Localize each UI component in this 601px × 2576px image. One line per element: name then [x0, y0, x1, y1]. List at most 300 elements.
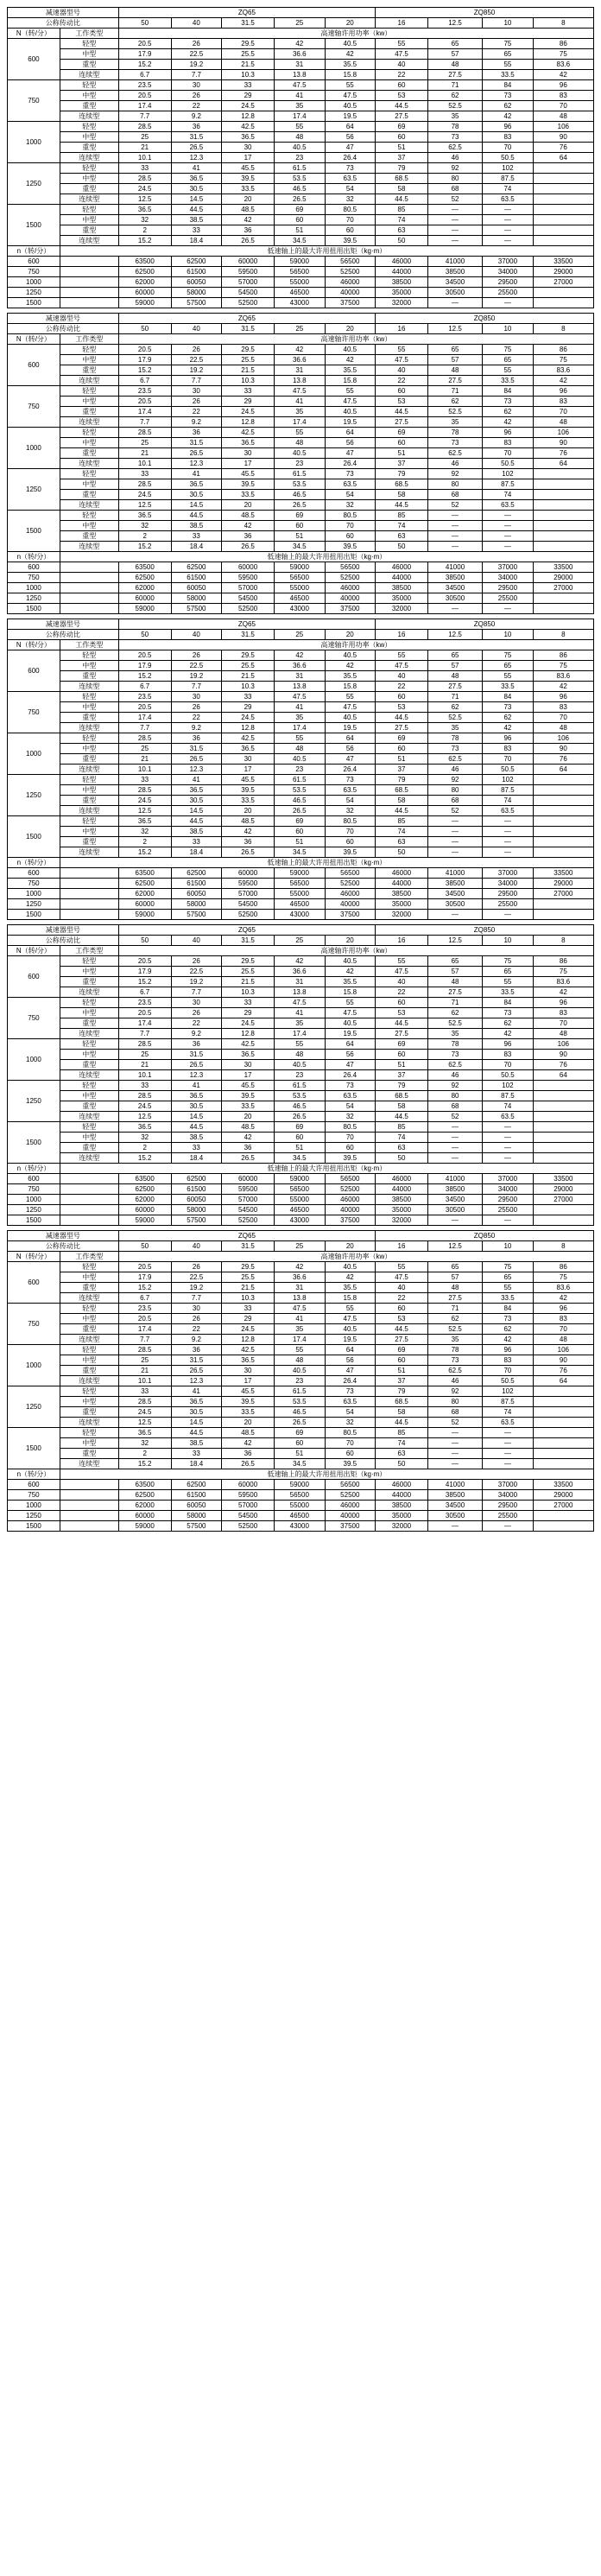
table-row	[8, 604, 594, 614]
power-value: 20.5	[118, 397, 171, 407]
power-value: 45.5	[222, 1081, 275, 1091]
table-row	[8, 70, 594, 80]
torque-value: —	[483, 604, 534, 614]
power-value: 55	[376, 1262, 428, 1272]
power-value: 37	[376, 459, 428, 469]
power-value: —	[483, 225, 534, 236]
torque-spacer-cell	[60, 298, 118, 308]
power-value: 47.5	[275, 692, 326, 702]
power-value: 19.5	[325, 723, 376, 733]
power-value: 29.5	[222, 650, 275, 661]
power-value: 62.5	[427, 1060, 482, 1070]
power-value: 36	[222, 225, 275, 236]
work-type-cell: 重型	[60, 407, 118, 417]
power-value: 15.2	[118, 60, 171, 70]
power-value: —	[483, 205, 534, 215]
power-value: —	[483, 521, 534, 531]
power-value: 30.5	[171, 184, 222, 194]
power-value: 44.5	[376, 713, 428, 723]
power-value: 17.9	[118, 355, 171, 365]
work-type-cell: 重型	[60, 837, 118, 847]
torque-value: 54500	[222, 1205, 275, 1215]
work-type-cell: 轻型	[60, 428, 118, 438]
low-speed-n-header: n（转/分）	[8, 552, 60, 562]
power-value: 12.3	[171, 459, 222, 469]
power-value: 33	[171, 531, 222, 542]
work-type-cell: 重型	[60, 60, 118, 70]
table-row	[8, 1345, 594, 1355]
power-value: 51	[275, 1449, 326, 1459]
power-value: 21	[118, 448, 171, 459]
power-value: 56	[325, 744, 376, 754]
power-value: 47	[325, 754, 376, 765]
power-value: 53.5	[275, 479, 326, 490]
torque-value: 25500	[483, 288, 534, 298]
work-type-cell: 轻型	[60, 956, 118, 967]
torque-value: —	[427, 1215, 482, 1226]
power-value: 24.5	[118, 490, 171, 500]
power-value: 38.5	[171, 521, 222, 531]
work-type-cell: 中型	[60, 355, 118, 365]
power-value: 45.5	[222, 1386, 275, 1397]
table-row	[8, 723, 594, 733]
power-value: 26.5	[222, 1459, 275, 1469]
torque-value: 41000	[427, 1174, 482, 1184]
torque-value: 29000	[533, 1490, 593, 1501]
table-row	[8, 18, 594, 29]
work-type-cell: 重型	[60, 1324, 118, 1335]
power-value: 70	[533, 1018, 593, 1029]
table-row	[8, 744, 594, 754]
torque-value: 63500	[118, 257, 171, 267]
torque-value: 27000	[533, 1195, 593, 1205]
torque-value: 29000	[533, 267, 593, 277]
torque-value: 30500	[427, 288, 482, 298]
table-row	[8, 1386, 594, 1397]
power-value: 36.5	[171, 174, 222, 184]
torque-value: 58000	[171, 1511, 222, 1521]
speed-cell: 1250	[8, 1081, 60, 1122]
ratio-value: 16	[376, 630, 428, 640]
torque-value: 57500	[171, 298, 222, 308]
power-value: 70	[325, 1133, 376, 1143]
model-group-zq65: ZQ65	[118, 925, 375, 936]
ratio-value: 12.5	[427, 18, 482, 29]
torque-value: 46500	[275, 899, 326, 910]
work-type-cell: 重型	[60, 101, 118, 111]
power-value: 33.5	[483, 376, 534, 386]
low-speed-n-header: n（转/分）	[8, 1164, 60, 1174]
power-value: —	[483, 1143, 534, 1153]
power-value: 62	[427, 702, 482, 713]
power-value: 70	[483, 448, 534, 459]
power-value: 26	[171, 39, 222, 49]
power-value: 44.5	[171, 205, 222, 215]
power-value: 12.3	[171, 153, 222, 163]
power-value: 47	[325, 1060, 376, 1070]
table-row	[8, 1459, 594, 1469]
torque-spacer-cell	[60, 1184, 118, 1195]
torque-value: 55000	[275, 277, 326, 288]
torque-value: 60000	[118, 593, 171, 604]
power-value: 60	[376, 80, 428, 91]
power-value: 106	[533, 1039, 593, 1050]
power-value: 60	[376, 692, 428, 702]
ratio-value: 25	[275, 18, 326, 29]
torque-value: 46000	[325, 277, 376, 288]
power-value: 25.5	[222, 49, 275, 60]
power-value: 87.5	[483, 785, 534, 796]
power-value: 73	[427, 1050, 482, 1060]
ratio-label: 公称传动比	[8, 630, 119, 640]
power-value: —	[427, 1459, 482, 1469]
high-speed-power-header: 高速轴许用功率（kw）	[118, 334, 593, 345]
high-speed-power-header: 高速轴许用功率（kw）	[118, 640, 593, 650]
power-value: 47.5	[325, 702, 376, 713]
power-value: 26	[171, 1314, 222, 1324]
power-value: 69	[376, 428, 428, 438]
torque-value: 55000	[275, 889, 326, 899]
power-value: 34.5	[275, 847, 326, 858]
table-row	[8, 215, 594, 225]
power-value: 7.7	[171, 987, 222, 998]
power-value: 92	[427, 469, 482, 479]
work-type-cell: 轻型	[60, 1304, 118, 1314]
power-value: 15.2	[118, 847, 171, 858]
torque-value: 37000	[483, 868, 534, 879]
power-value: 36	[171, 1039, 222, 1050]
power-value: 6.7	[118, 682, 171, 692]
torque-value: 29000	[533, 573, 593, 583]
work-type-cell: 重型	[60, 1018, 118, 1029]
torque-value: 52500	[222, 1521, 275, 1532]
power-value: 13.8	[275, 682, 326, 692]
power-value: 60	[275, 1133, 326, 1143]
power-value: 31.5	[171, 438, 222, 448]
low-speed-n-header: n（转/分）	[8, 246, 60, 257]
power-value: 26	[171, 650, 222, 661]
power-value: 96	[533, 998, 593, 1008]
ratio-value: 50	[118, 18, 171, 29]
power-value: 7.7	[118, 723, 171, 733]
power-value: 38.5	[171, 1438, 222, 1449]
power-value: 42	[325, 967, 376, 977]
power-value: 71	[427, 998, 482, 1008]
torque-speed-cell: 1500	[8, 910, 60, 920]
torque-value: 59000	[275, 562, 326, 573]
power-value: 44.5	[376, 1112, 428, 1122]
power-value: 36.5	[222, 744, 275, 754]
ratio-value: 25	[275, 324, 326, 334]
torque-value: 32000	[376, 910, 428, 920]
table-row	[8, 562, 594, 573]
power-value: 28.5	[118, 122, 171, 132]
power-value: 26.5	[275, 806, 326, 816]
power-value: 40.5	[325, 39, 376, 49]
power-value: 9.2	[171, 111, 222, 122]
table-row	[8, 1397, 594, 1407]
power-value: 42	[222, 827, 275, 837]
power-value: 85	[376, 205, 428, 215]
table-row	[8, 225, 594, 236]
power-value: 40.5	[325, 713, 376, 723]
table-row	[8, 469, 594, 479]
power-value: 50.5	[483, 1376, 534, 1386]
power-value: 35	[275, 713, 326, 723]
ratio-value: 25	[275, 1241, 326, 1252]
power-value: —	[483, 1133, 534, 1143]
power-value: 6.7	[118, 987, 171, 998]
torque-value: 60050	[171, 1501, 222, 1511]
power-value: 70	[483, 143, 534, 153]
power-value: 51	[275, 1143, 326, 1153]
torque-value: 60000	[118, 288, 171, 298]
power-value	[533, 796, 593, 806]
power-value: 68.5	[376, 174, 428, 184]
power-value: 36.5	[171, 479, 222, 490]
power-value: 35.5	[325, 60, 376, 70]
power-value: 68	[427, 1407, 482, 1418]
torque-value: 56500	[275, 573, 326, 583]
power-value: 20.5	[118, 345, 171, 355]
power-value: 12.8	[222, 1029, 275, 1039]
power-value: 75	[533, 661, 593, 671]
power-value: 62	[427, 91, 482, 101]
power-value: 25.5	[222, 355, 275, 365]
power-value: 29.5	[222, 39, 275, 49]
table-row	[8, 879, 594, 889]
work-type-cell: 中型	[60, 132, 118, 143]
power-value	[533, 511, 593, 521]
power-value: 62	[427, 1008, 482, 1018]
power-value: 36.6	[275, 49, 326, 60]
power-value: 75	[483, 650, 534, 661]
speed-header: N（转/分）	[8, 29, 60, 39]
table-row	[8, 246, 594, 257]
power-value: 24.5	[118, 796, 171, 806]
power-value: 75	[533, 1272, 593, 1283]
power-value: 79	[376, 1081, 428, 1091]
power-value: 36.5	[118, 1122, 171, 1133]
power-value: 31	[275, 60, 326, 70]
power-value: 51	[376, 1060, 428, 1070]
power-value: 69	[376, 733, 428, 744]
power-value: 44.5	[376, 194, 428, 205]
power-value: 57	[427, 355, 482, 365]
table-row	[8, 640, 594, 650]
work-type-cell: 连续型	[60, 459, 118, 469]
spec-table-block	[7, 924, 594, 1226]
power-value: 69	[275, 205, 326, 215]
table-row	[8, 459, 594, 469]
power-value: 48	[275, 1050, 326, 1060]
power-value: 83.6	[533, 1283, 593, 1293]
power-value: —	[427, 1428, 482, 1438]
power-value: 84	[483, 998, 534, 1008]
power-value: 9.2	[171, 723, 222, 733]
power-value: 64	[325, 1345, 376, 1355]
torque-value: 55000	[275, 1501, 326, 1511]
power-value: 41	[275, 702, 326, 713]
power-value: —	[427, 236, 482, 246]
power-value	[533, 215, 593, 225]
reducer-spec-table	[7, 1230, 594, 1532]
power-value: 36	[171, 122, 222, 132]
table-row	[8, 500, 594, 511]
work-type-cell: 轻型	[60, 998, 118, 1008]
power-value: 26	[171, 91, 222, 101]
table-row	[8, 925, 594, 936]
power-value: 47.5	[325, 1008, 376, 1018]
power-value: 19.5	[325, 1335, 376, 1345]
torque-spacer-cell	[60, 593, 118, 604]
ratio-value: 40	[171, 324, 222, 334]
work-type-cell: 重型	[60, 796, 118, 806]
power-value: 33	[171, 837, 222, 847]
power-value: 42	[533, 70, 593, 80]
power-value: 51	[275, 225, 326, 236]
power-value: 60	[325, 837, 376, 847]
power-value: 36.5	[171, 1397, 222, 1407]
work-type-cell: 中型	[60, 744, 118, 754]
table-row	[8, 1304, 594, 1314]
work-type-cell: 连续型	[60, 1335, 118, 1345]
speed-cell: 1000	[8, 733, 60, 775]
power-value	[533, 1153, 593, 1164]
power-value: 62.5	[427, 143, 482, 153]
work-type-cell: 中型	[60, 702, 118, 713]
power-value: 53.5	[275, 785, 326, 796]
power-value: 33.5	[483, 1293, 534, 1304]
power-value: 90	[533, 1050, 593, 1060]
work-type-cell: 轻型	[60, 1122, 118, 1133]
torque-value: 59000	[118, 604, 171, 614]
power-value: 13.8	[275, 376, 326, 386]
power-value: 65	[483, 967, 534, 977]
torque-value: 38500	[427, 1184, 482, 1195]
table-row	[8, 184, 594, 194]
table-row	[8, 1521, 594, 1532]
power-value: 86	[533, 956, 593, 967]
power-value: 40.5	[325, 1018, 376, 1029]
power-value: 40.5	[325, 345, 376, 355]
power-value: 23.5	[118, 692, 171, 702]
power-value: 55	[275, 1039, 326, 1050]
power-value: 47.5	[325, 1314, 376, 1324]
work-type-cell: 中型	[60, 785, 118, 796]
power-value: 12.8	[222, 111, 275, 122]
power-value: 73	[427, 1355, 482, 1366]
power-value	[533, 500, 593, 511]
table-row	[8, 132, 594, 143]
torque-value: 59500	[222, 1490, 275, 1501]
power-value: 48	[427, 60, 482, 70]
speed-header: N（转/分）	[8, 1252, 60, 1262]
power-value: 27.5	[376, 1335, 428, 1345]
power-value: 61.5	[275, 469, 326, 479]
power-value: 70	[483, 1366, 534, 1376]
ratio-value: 20	[325, 936, 376, 946]
torque-value: 38500	[376, 583, 428, 593]
work-type-cell: 轻型	[60, 122, 118, 132]
table-row	[8, 583, 594, 593]
torque-value: 57500	[171, 604, 222, 614]
torque-spacer-cell	[60, 1174, 118, 1184]
table-row	[8, 194, 594, 205]
power-value: 30	[222, 754, 275, 765]
power-value: 10.3	[222, 70, 275, 80]
power-value: 96	[533, 386, 593, 397]
power-value: 15.8	[325, 376, 376, 386]
power-value	[533, 1101, 593, 1112]
power-value: 33.5	[222, 184, 275, 194]
power-value: 55	[275, 122, 326, 132]
power-value: 26.5	[275, 194, 326, 205]
power-value: 22	[171, 101, 222, 111]
power-value: 47	[325, 1366, 376, 1376]
power-value: 14.5	[171, 1418, 222, 1428]
power-value: 53	[376, 397, 428, 407]
work-type-cell: 重型	[60, 448, 118, 459]
power-value: 52	[427, 1112, 482, 1122]
table-row	[8, 1366, 594, 1376]
work-type-cell: 连续型	[60, 987, 118, 998]
torque-value: 58000	[171, 593, 222, 604]
torque-value	[533, 593, 593, 604]
power-value: 15.2	[118, 1459, 171, 1469]
power-value: 83	[533, 91, 593, 101]
power-value: 30	[171, 998, 222, 1008]
torque-spacer-cell	[60, 583, 118, 593]
table-row	[8, 1205, 594, 1215]
torque-spacer-cell	[60, 1195, 118, 1205]
power-value: 42.5	[222, 122, 275, 132]
power-value: 80	[427, 1397, 482, 1407]
power-value: 40.5	[325, 956, 376, 967]
power-value: 35	[427, 1029, 482, 1039]
power-value: 78	[427, 428, 482, 438]
power-value: 50.5	[483, 1070, 534, 1081]
torque-value: 43000	[275, 298, 326, 308]
torque-value: 62500	[118, 267, 171, 277]
power-value: 73	[483, 702, 534, 713]
power-value: 42	[533, 1293, 593, 1304]
power-value: 26.5	[171, 143, 222, 153]
power-value: 46.5	[275, 1101, 326, 1112]
power-value: 63.5	[483, 806, 534, 816]
torque-value: 62500	[171, 1480, 222, 1490]
torque-value: 57500	[171, 1215, 222, 1226]
table-row	[8, 1184, 594, 1195]
torque-value: 25500	[483, 1205, 534, 1215]
torque-value: 59500	[222, 1184, 275, 1195]
speed-cell: 750	[8, 1304, 60, 1345]
power-value: 56	[325, 438, 376, 448]
table-row	[8, 1164, 594, 1174]
power-value: 68.5	[376, 1091, 428, 1101]
torque-value: 60000	[222, 868, 275, 879]
power-value: 36.5	[118, 1428, 171, 1438]
work-type-cell: 重型	[60, 225, 118, 236]
work-type-cell: 连续型	[60, 1293, 118, 1304]
power-value: 44.5	[376, 101, 428, 111]
work-type-cell: 中型	[60, 1397, 118, 1407]
power-value: —	[483, 837, 534, 847]
work-type-cell: 重型	[60, 365, 118, 376]
power-value: 22	[171, 713, 222, 723]
table-row	[8, 1511, 594, 1521]
power-value: 42	[325, 355, 376, 365]
